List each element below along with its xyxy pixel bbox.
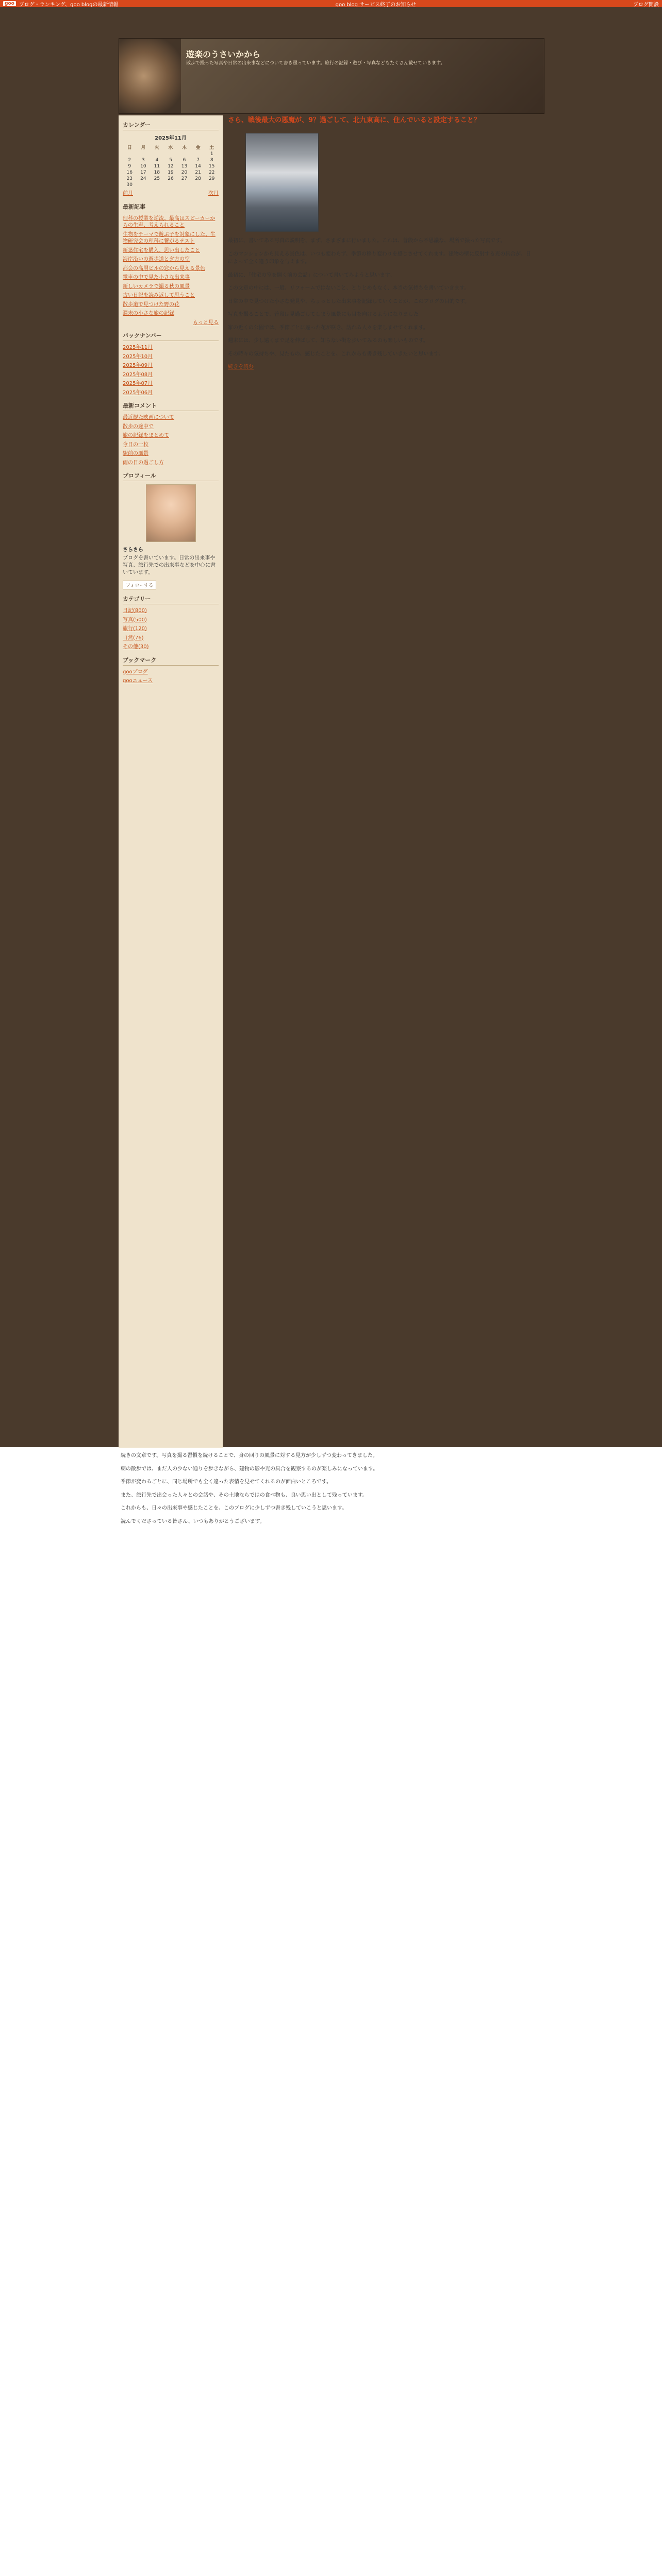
- post-paragraph: 写真を撮ることで、普段は見過ごしてしまう風景にも目を向けるようになりました。: [228, 312, 424, 318]
- calendar-day[interactable]: 20: [181, 170, 188, 175]
- calendar-day: [137, 151, 151, 157]
- calendar-day[interactable]: 22: [208, 170, 215, 175]
- category-link[interactable]: 旅行(120): [123, 626, 147, 632]
- comment-link[interactable]: 今日の一枚: [123, 442, 148, 448]
- lower-section: [0, 1448, 662, 2576]
- profile-follow-button[interactable]: フォローする: [123, 581, 156, 589]
- calendar-weekday: 火: [154, 145, 159, 150]
- calendar-month: 2025年11月: [155, 135, 187, 141]
- recent-item-link[interactable]: 都会の高層ビルの窓から見える景色: [123, 265, 205, 272]
- calendar-day: [150, 151, 164, 157]
- calendar-day[interactable]: 9: [128, 164, 131, 169]
- blog-title[interactable]: 遊楽のうさいかから: [186, 49, 261, 59]
- backnumber-link[interactable]: 2025年10月: [123, 353, 153, 360]
- calendar-week-row: [123, 182, 219, 188]
- comment-link[interactable]: 旅の記録をまとめて: [123, 433, 169, 438]
- calendar-day: [191, 182, 205, 188]
- blog-header: [119, 38, 544, 114]
- calendar-day[interactable]: 13: [181, 164, 188, 169]
- post-body: [228, 237, 534, 358]
- lower-paragraph: 読んでくださっている皆さん、いつもありがとうございます。: [121, 1518, 265, 1524]
- lower-content: [121, 1452, 523, 1531]
- calendar-day[interactable]: 10: [140, 164, 146, 169]
- calendar-day: [150, 182, 164, 188]
- category-link[interactable]: 日記(800): [123, 608, 147, 614]
- post-paragraph: この文章の中には、一般、リフォームではないこと、とりとめもなく、本当の気持ちを書いていきます。: [228, 285, 470, 292]
- calendar-weekday: 水: [168, 145, 173, 150]
- backnumber-list: [119, 344, 223, 396]
- post-paragraph: このマンションから見える景色は、いつも変わらず、季節の移り変わりを感じさせてくれます。建物の壁に反射する光の具合が、日によって全く違う印象を与えます。: [228, 251, 531, 265]
- lower-paragraph: これからも、日々の出来事や感じたことを、このブログに少しずつ書き残していこうと思います。: [121, 1505, 347, 1511]
- calendar-weekday: 日: [127, 145, 132, 150]
- calendar-day[interactable]: 28: [195, 176, 201, 181]
- category-link[interactable]: 自然(76): [123, 635, 144, 641]
- backnumber-link[interactable]: 2025年06月: [123, 389, 153, 396]
- calendar-weekday: 土: [209, 145, 214, 150]
- goo-logo[interactable]: goo: [3, 1, 16, 6]
- category-heading: カテゴリー: [123, 595, 219, 604]
- main-content: [228, 115, 534, 1450]
- post-paragraph: 最初に、「住宅の室を開く前の会話」について書いてみようと思います。: [228, 272, 395, 278]
- calendar-week-row: [123, 176, 219, 182]
- calendar-day: [177, 182, 191, 188]
- post-title[interactable]: さら、戦後最大の悪魔が、9？過ごして、北九東高に、住んでいると設定すること？: [228, 116, 481, 124]
- comment-link[interactable]: 雨の日の過ごし方: [123, 460, 164, 466]
- calendar-week-row: [123, 163, 219, 170]
- recent-heading: 最新記事: [123, 202, 219, 212]
- calendar-day[interactable]: 4: [155, 158, 159, 163]
- backnumber-link[interactable]: 2025年09月: [123, 363, 153, 368]
- profile-text: ブログを書いています。日常の出来事や写真、旅行先での出来事などを中心に書いています。: [123, 555, 216, 575]
- post-paragraph: 最初に、書いてある写真の説明を、まず、さまざまに行いました。これは、普段から不思議な、場所で撮った写真です。: [228, 238, 506, 244]
- recent-item-link[interactable]: 新しいカメラで撮る秋の風景: [123, 283, 190, 290]
- recent-item-link[interactable]: 電車の中で見た小さな出来事: [123, 275, 190, 280]
- calendar-day[interactable]: 23: [126, 176, 133, 181]
- top-bar-right-link[interactable]: ブログ開設: [633, 2, 659, 8]
- calendar-body: [123, 151, 219, 188]
- comment-list: [119, 414, 223, 466]
- recent-item-link[interactable]: 散歩道で見つけた野の花: [123, 301, 179, 308]
- calendar-weekdays: [123, 143, 219, 151]
- blog-description: 散歩で撮った写真や日常の出来事などについて書き綴っています。旅行の記録・遊び・写真などもたくさん載せていきます。: [186, 61, 445, 66]
- calendar-weekday: 月: [141, 145, 146, 150]
- calendar-day[interactable]: 12: [168, 164, 174, 169]
- calendar-day: [205, 182, 219, 188]
- calendar-day[interactable]: 30: [126, 182, 133, 188]
- backnumber-link[interactable]: 2025年08月: [123, 371, 153, 378]
- calendar-day[interactable]: 26: [168, 176, 174, 181]
- comment-link[interactable]: 散歩の途中で: [123, 423, 154, 430]
- calendar-day[interactable]: 1: [210, 151, 213, 157]
- calendar-day[interactable]: 27: [181, 176, 188, 181]
- calendar-day: [137, 182, 151, 188]
- calendar-week-row: [123, 157, 219, 163]
- lower-paragraph: 季節が変わるごとに、同じ場所でも全く違った表情を見せてくれるのが面白いところです。: [121, 1479, 332, 1485]
- post-paragraph: 家の近くの公園では、季節ごとに違った花が咲き、訪れる人々を楽しませてくれます。: [228, 325, 428, 331]
- calendar-day[interactable]: 8: [210, 158, 213, 163]
- calendar-day: [123, 151, 137, 157]
- category-link[interactable]: 写真(500): [123, 617, 147, 623]
- bookmark-list: [119, 669, 223, 685]
- calendar-day: [164, 151, 178, 157]
- category-list: [119, 607, 223, 651]
- profile-name: さらさら: [123, 547, 143, 553]
- sidebar: [119, 115, 223, 1450]
- calendar-nav: [123, 190, 219, 197]
- calendar-day[interactable]: 21: [195, 170, 201, 175]
- profile-avatar: [146, 484, 196, 542]
- lower-paragraph: また、旅行先で出会った人々との会話や、その土地ならではの食べ物も、良い思い出として残っています。: [121, 1492, 368, 1498]
- calendar-week-row: [123, 151, 219, 157]
- comment-link[interactable]: 最近観た映画について: [123, 415, 174, 420]
- calendar-prev[interactable]: 前月: [123, 191, 133, 196]
- post-photo[interactable]: [245, 133, 319, 232]
- calendar-day[interactable]: 18: [154, 170, 160, 175]
- calendar-day[interactable]: 15: [208, 164, 215, 169]
- bookmark-link[interactable]: gooニュース: [123, 678, 153, 684]
- calendar-day[interactable]: 19: [168, 170, 174, 175]
- backnumber-link[interactable]: 2025年07月: [123, 381, 153, 386]
- calendar-day: [191, 151, 205, 157]
- calendar-heading: カレンダー: [123, 121, 219, 130]
- comments-heading: 最新コメント: [123, 401, 219, 411]
- calendar-day: [177, 151, 191, 157]
- recent-list: [119, 215, 223, 317]
- profile-heading: プロフィール: [123, 471, 219, 481]
- post-paragraph: 週末には、少し遠くまで足を伸ばして、知らない街を歩いてみるのも楽しいものです。: [228, 338, 428, 344]
- profile-follow-wrap: [123, 581, 219, 589]
- top-bar-left: [3, 0, 118, 8]
- header-image: [119, 39, 181, 113]
- bookmark-heading: ブックマーク: [123, 656, 219, 666]
- top-bar: [0, 0, 662, 7]
- calendar-day[interactable]: 11: [154, 164, 160, 169]
- category-link[interactable]: その他(30): [123, 644, 149, 650]
- calendar-weekday: 木: [182, 145, 187, 150]
- lower-paragraph: 朝の散歩では、まだ人の少ない通りを歩きながら、建物の影や光の具合を観察するのが楽しみになっています。: [121, 1466, 378, 1472]
- post-paragraph: 日常の中で見つけた小さな発見や、ちょっとした出来事を記録していくことが、このブログの目的です。: [228, 298, 470, 304]
- calendar-day[interactable]: 14: [195, 164, 201, 169]
- post-paragraph: その時々の気持ちや、見たもの、感じたことを、これからも書き残していきたいと思います。: [228, 351, 444, 357]
- calendar-week-row: [123, 170, 219, 176]
- calendar-weekday: 金: [195, 145, 201, 150]
- recent-item-link[interactable]: 週末の小さな旅の記録: [123, 311, 174, 316]
- calendar-table: [123, 143, 219, 188]
- recent-more-wrap: [123, 319, 219, 327]
- recent-item-link[interactable]: 新築住宅を購入、思い出したこと: [123, 247, 200, 253]
- bookmark-link[interactable]: gooブログ: [123, 669, 148, 675]
- top-bar-link-left[interactable]: ブログ・ランキング、goo blogの最新情報: [19, 2, 119, 8]
- comment-link[interactable]: 駅前の風景: [123, 451, 148, 456]
- calendar-day[interactable]: 29: [208, 176, 215, 181]
- calendar-day: [164, 182, 178, 188]
- calendar-day[interactable]: 5: [169, 158, 172, 163]
- top-bar-center-link[interactable]: goo blog サービス終了のお知らせ: [335, 2, 416, 8]
- page-frame: [0, 7, 662, 1447]
- calendar-day[interactable]: 17: [140, 170, 146, 175]
- recent-item-link[interactable]: 理科の授業を逆流、最高はスピーカーからの生声、考えられること: [123, 215, 216, 228]
- calendar-day[interactable]: 16: [126, 170, 133, 175]
- calendar-day[interactable]: 7: [196, 158, 200, 163]
- calendar-day[interactable]: 6: [183, 158, 186, 163]
- calendar-day[interactable]: 3: [141, 158, 145, 163]
- lower-body: [121, 1452, 523, 1526]
- backnumber-link[interactable]: 2025年11月: [123, 345, 153, 350]
- calendar-day[interactable]: 24: [140, 176, 146, 181]
- recent-item-link[interactable]: 海岸沿いの遊歩道と夕方の空: [123, 257, 190, 262]
- read-more-wrap: [228, 363, 534, 371]
- lower-paragraph: 続きの文章です。写真を撮る習慣を続けることで、身の回りの風景に対する見方が少しずつ変わってきました。: [121, 1453, 378, 1459]
- calendar-day[interactable]: 25: [154, 176, 160, 181]
- read-more-link[interactable]: 続きを読む: [228, 364, 254, 370]
- calendar-next[interactable]: 次月: [208, 191, 219, 196]
- recent-item-link[interactable]: 生物をテーマで遊ぶ子を対象にした、生物研究会の理科に繋がるテスト: [123, 231, 216, 244]
- recent-item-link[interactable]: 古い日記を読み返して思うこと: [123, 293, 195, 298]
- calendar-day[interactable]: 2: [128, 158, 131, 163]
- backnumber-heading: バックナンバー: [123, 331, 219, 341]
- calendar: [123, 133, 219, 197]
- recent-more-link[interactable]: もっと見る: [193, 319, 219, 326]
